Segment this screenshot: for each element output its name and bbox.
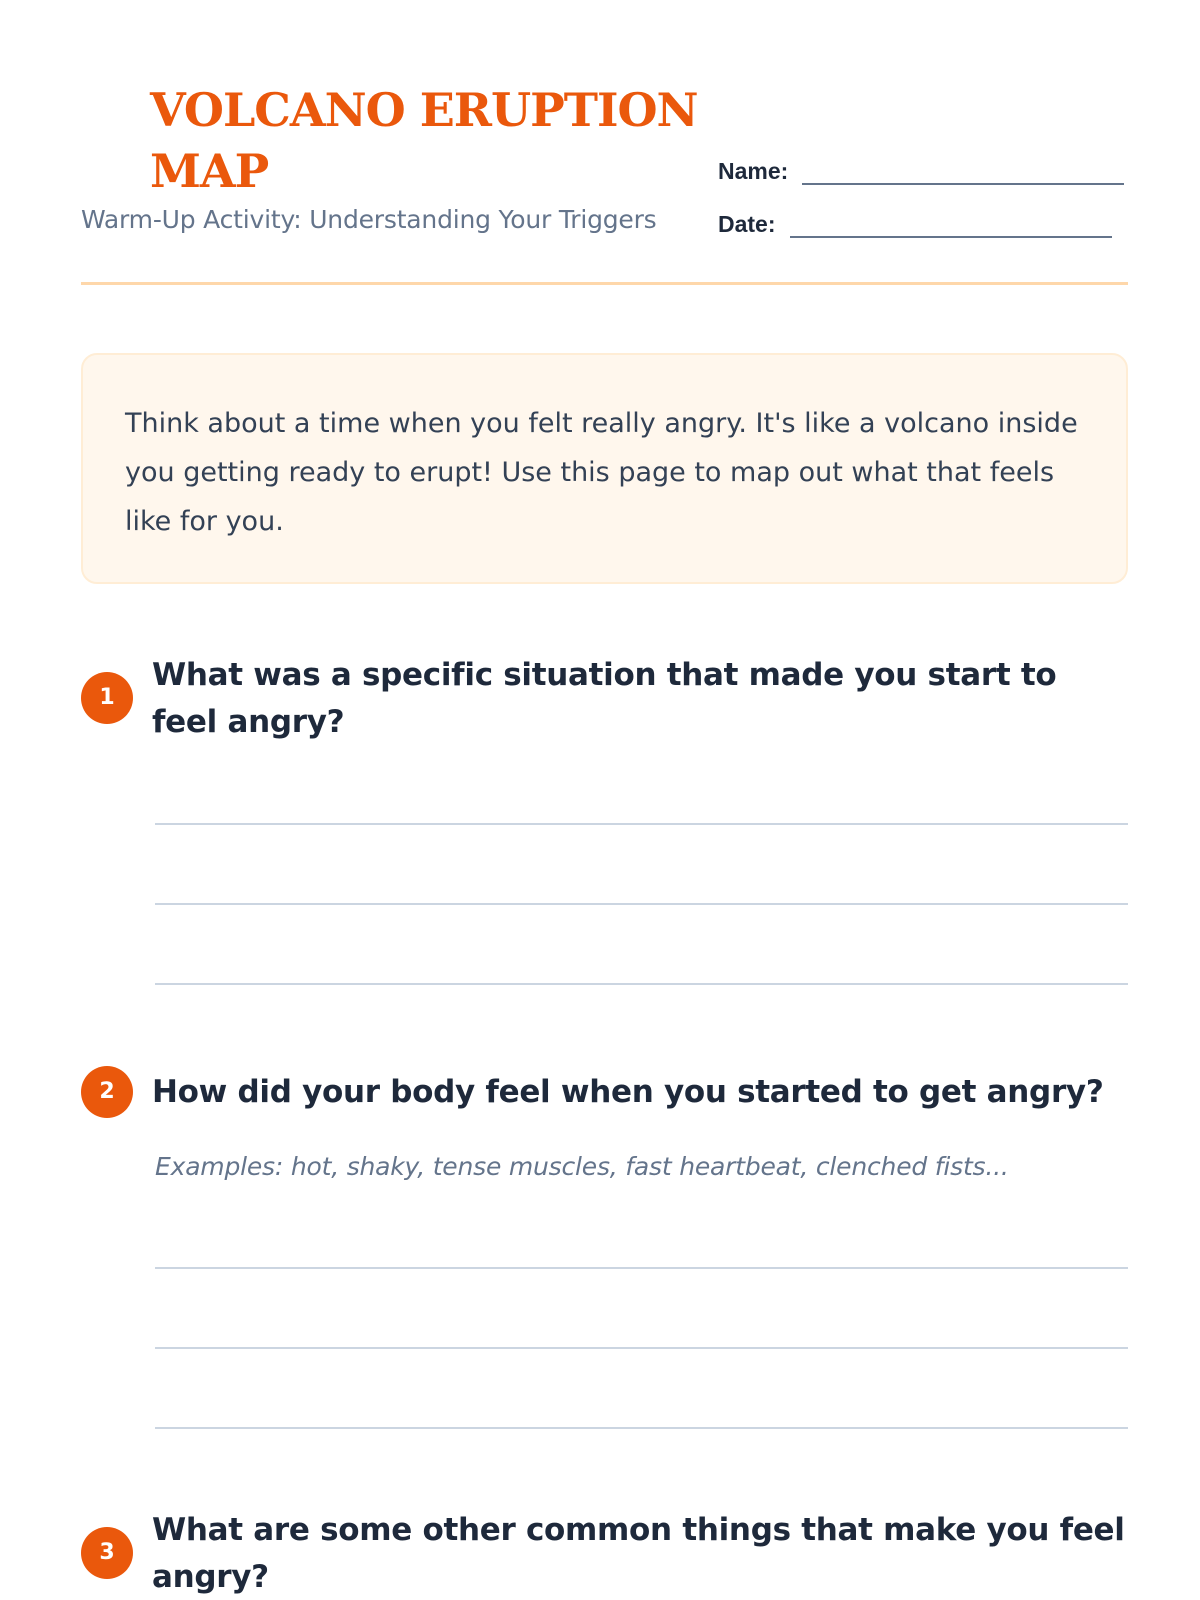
question-text: How did your body feel when you started to get angry? — [152, 1074, 1104, 1110]
name-label: Name: — [718, 158, 789, 184]
answer-line[interactable] — [155, 983, 1128, 985]
answer-line[interactable] — [155, 1267, 1128, 1269]
date-input-line[interactable] — [790, 210, 1112, 238]
name-field[interactable] — [718, 157, 1124, 185]
header-divider — [81, 282, 1128, 285]
name-input-line[interactable] — [802, 157, 1124, 185]
intro-box — [81, 353, 1128, 584]
question-number-badge: 2 — [81, 1066, 133, 1118]
date-field[interactable] — [718, 210, 1112, 238]
question-number-badge: 3 — [81, 1527, 133, 1579]
answer-line[interactable] — [155, 1347, 1128, 1349]
answer-line[interactable] — [155, 823, 1128, 825]
answer-line[interactable] — [155, 903, 1128, 905]
page-title: VOLCANO ERUPTION MAP — [150, 83, 698, 198]
question-text: What are some other common things that make you feel angry? — [152, 1512, 1125, 1595]
date-label: Date: — [718, 211, 776, 237]
page-subtitle: Warm-Up Activity: Understanding Your Triggers — [81, 205, 657, 234]
question-text: What was a specific situation that made you start to feel angry? — [152, 657, 1057, 740]
question-number-badge: 1 — [81, 672, 133, 724]
answer-line[interactable] — [155, 1427, 1128, 1429]
intro-text: Think about a time when you felt really angry. It's like a volcano inside you getting ready to erupt! Use this page to map out what that feels like for you. — [125, 408, 1078, 537]
question-hint: Examples: hot, shaky, tense muscles, fast heartbeat, clenched fists... — [155, 1152, 1009, 1181]
